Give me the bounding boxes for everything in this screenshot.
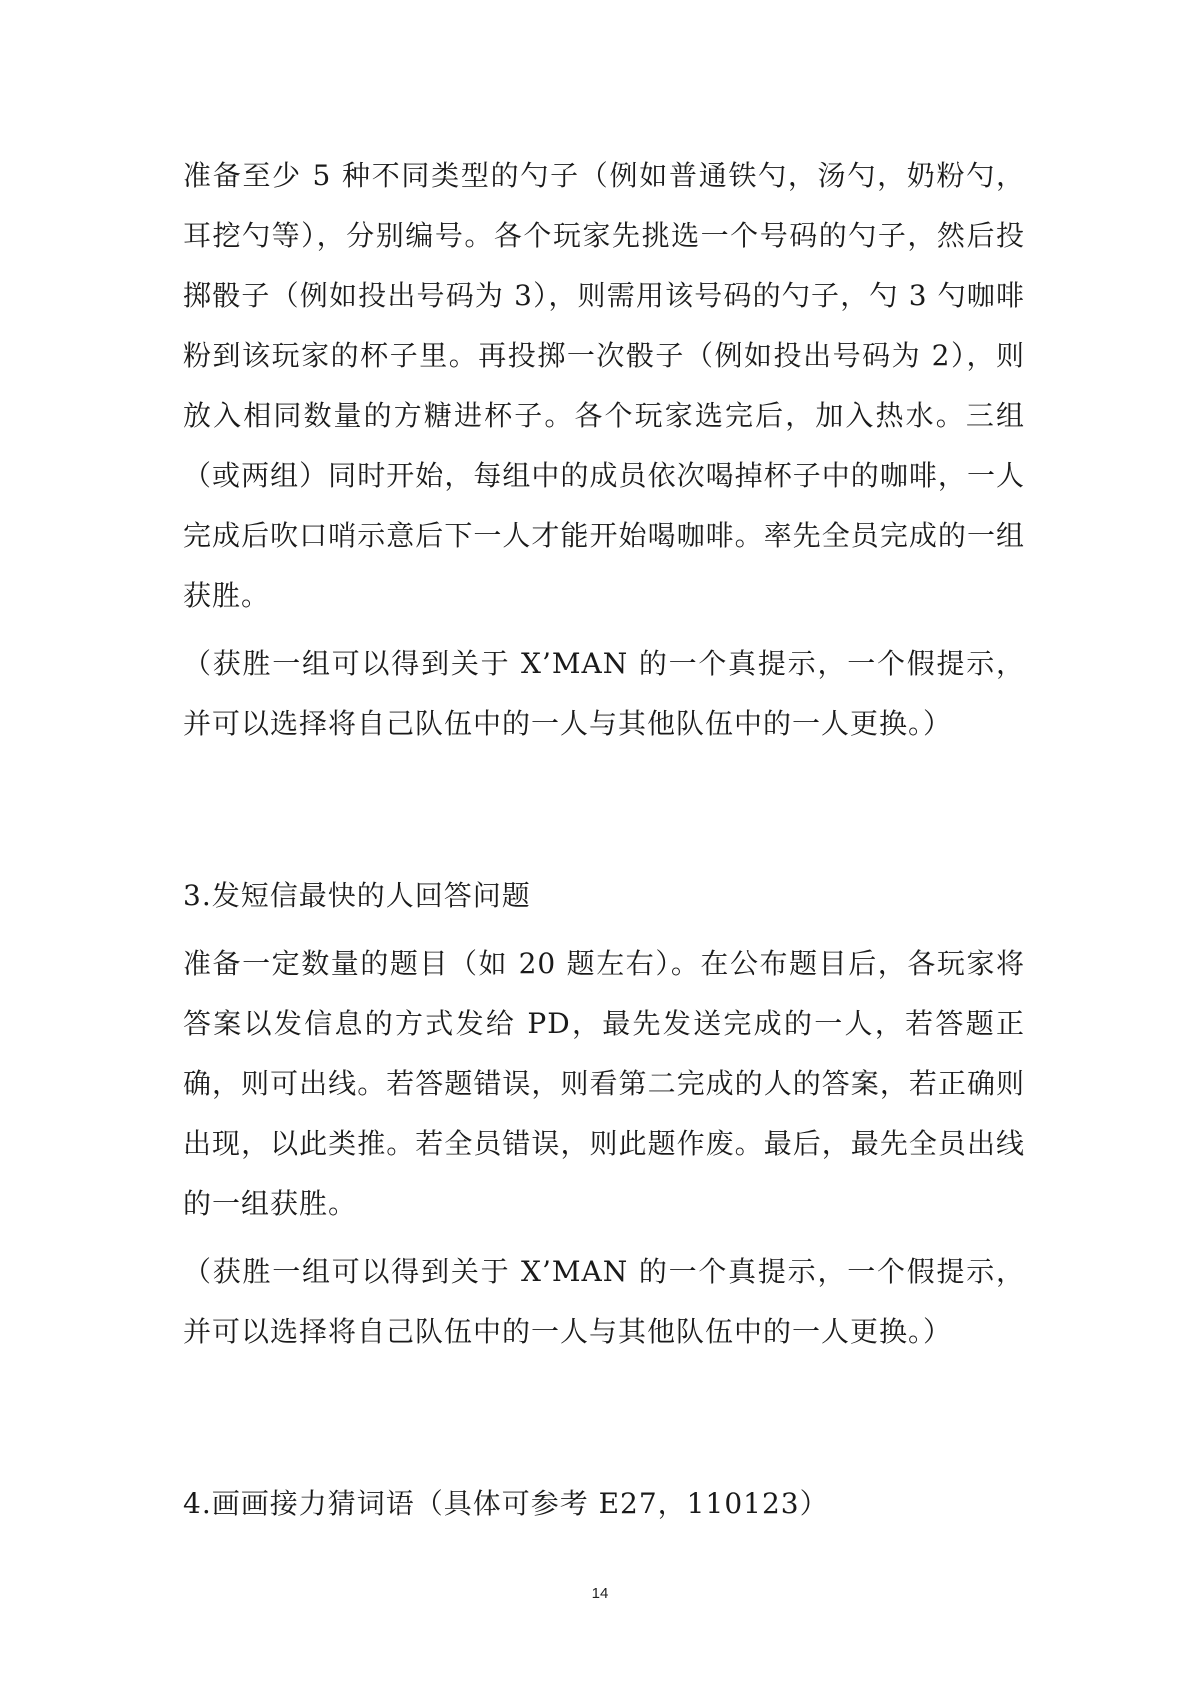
paragraph-sms-game-rules: 准备一定数量的题目（如 20 题左右）。在公布题目后，各玩家将答案以发信息的方式发给 PD，最先发送完成的一人，若答题正确，则可出线。若答题错误，则看第二完成的人的答案，若正确则出现，以此类推。若全员错误，则此题作废。最后，最先全员出线的一组获胜。 <box>183 947 1025 1220</box>
section-heading-4: 4.画画接力猜词语（具体可参考 E27，110123） <box>183 1487 829 1520</box>
paragraph-reward-note: （获胜一组可以得到关于 X’MAN 的一个真提示，一个假提示，并可以选择将自己队伍中的一人与其他队伍中的一人更换。） <box>183 647 1025 740</box>
spacer <box>183 1234 1025 1242</box>
paragraph-reward-note-2: （获胜一组可以得到关于 X’MAN 的一个真提示，一个假提示，并可以选择将自己队伍中的一人与其他队伍中的一人更换。） <box>183 1255 1025 1348</box>
paragraph-spoon-game-rules: 准备至少 5 种不同类型的勺子（例如普通铁勺，汤勺，奶粉勺，耳挖勺等），分别编号。各个玩家先挑选一个号码的勺子，然后投掷骰子（例如投出号码为 3），则需用该号码的勺子，勺 3 勺咖啡粉到该玩家的杯子里。再投掷一次骰子（例如投出号码为 2），则放入相同数量的方糖进杯子。各个玩家选完后，加入热水。三组（或两组）同时开始，每组中的成员依次喝掉杯子中的咖啡，一人完成后吹口哨示意后下一人才能开始喝咖啡。率先全员完成的一组获胜。 <box>183 159 1025 612</box>
spacer <box>183 926 1025 934</box>
spacer <box>183 754 1025 866</box>
page-number: 14 <box>591 1585 609 1602</box>
spacer <box>183 626 1025 634</box>
spacer <box>183 1362 1025 1474</box>
page-content <box>183 146 1025 1534</box>
section-heading-3: 3.发短信最快的人回答问题 <box>183 879 531 912</box>
